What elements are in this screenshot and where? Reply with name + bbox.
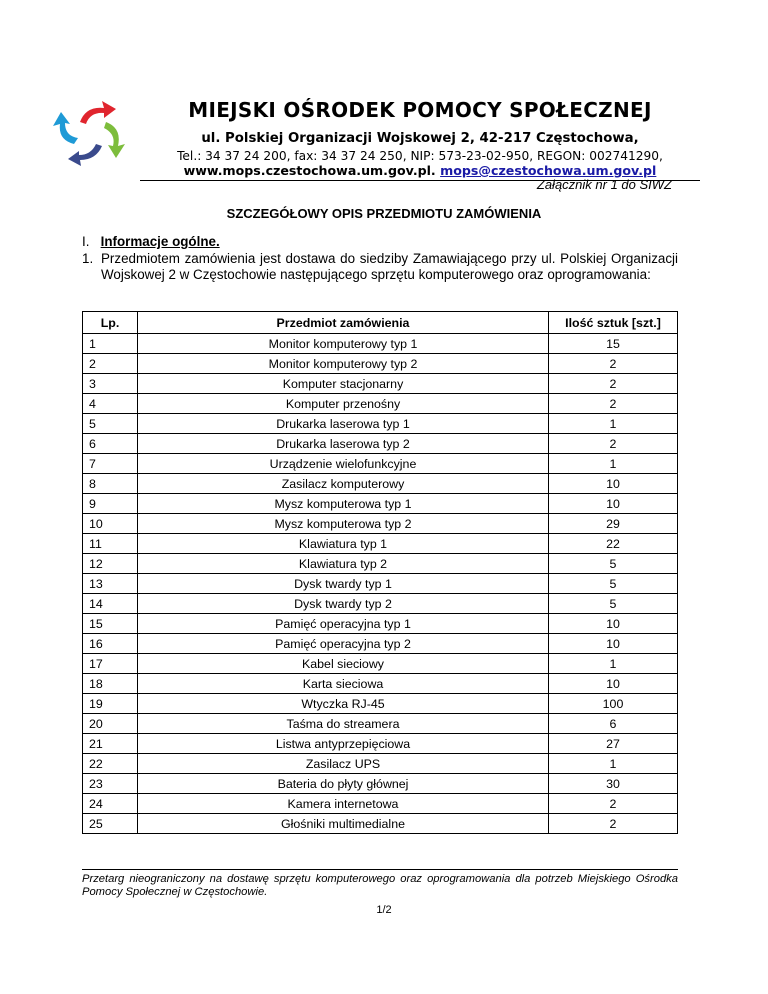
row-lp: 8	[83, 474, 138, 494]
table-row	[83, 514, 678, 534]
col-header-qty: Ilość sztuk [szt.]	[549, 312, 678, 334]
items-table	[82, 311, 678, 834]
row-lp: 17	[83, 654, 138, 674]
row-lp: 15	[83, 614, 138, 634]
row-item: Kabel sieciowy	[138, 654, 549, 674]
row-item: Klawiatura typ 1	[138, 534, 549, 554]
table-row	[83, 634, 678, 654]
website-link[interactable]: www.mops.czestochowa.um.gov.pl.	[183, 163, 436, 178]
row-item: Taśma do streamera	[138, 714, 549, 734]
logo-blue-arrow	[53, 112, 78, 144]
logo-navy-arrow	[68, 144, 102, 166]
row-lp: 12	[83, 554, 138, 574]
table-row	[83, 674, 678, 694]
intro-paragraph	[82, 251, 678, 283]
table-row	[83, 714, 678, 734]
row-qty: 2	[549, 394, 678, 414]
row-qty: 27	[549, 734, 678, 754]
institution-contact: Tel.: 34 37 24 200, fax: 34 37 24 250, NIP: 573-23-02-950, REGON: 002741290,	[177, 149, 663, 163]
paragraph-text: Przedmiotem zamówienia jest dostawa do siedziby Zamawiającego przy ul. Polskiej Organizacji Wojskowej 2 w Częstochowie następującego sprzętu komputerowego oraz oprogramowania:	[101, 251, 678, 282]
row-item: Mysz komputerowa typ 2	[138, 514, 549, 534]
row-item: Komputer przenośny	[138, 394, 549, 414]
row-item: Karta sieciowa	[138, 674, 549, 694]
row-lp: 7	[83, 454, 138, 474]
institution-address: ul. Polskiej Organizacji Wojskowej 2, 42-217 Częstochowa,	[201, 131, 639, 146]
row-item: Komputer stacjonarny	[138, 374, 549, 394]
table-row	[83, 734, 678, 754]
row-lp: 6	[83, 434, 138, 454]
institution-name: MIEJSKI OŚRODEK POMOCY SPOŁECZNEJ	[188, 98, 652, 122]
table-row	[83, 594, 678, 614]
table-row	[83, 654, 678, 674]
page-number: 1/2	[376, 904, 392, 916]
row-qty: 2	[549, 434, 678, 454]
table-row	[83, 474, 678, 494]
row-lp: 25	[83, 814, 138, 834]
table-header-row	[83, 312, 678, 334]
table-row	[83, 754, 678, 774]
table-row	[83, 534, 678, 554]
row-qty: 5	[549, 554, 678, 574]
row-lp: 16	[83, 634, 138, 654]
row-item: Drukarka laserowa typ 1	[138, 414, 549, 434]
row-item: Kamera internetowa	[138, 794, 549, 814]
annex-label: Załącznik nr 1 do SIWZ	[536, 177, 672, 192]
email-link[interactable]: mops@czestochowa.um.gov.pl	[440, 163, 657, 178]
row-qty: 30	[549, 774, 678, 794]
row-item: Listwa antyprzepięciowa	[138, 734, 549, 754]
row-qty: 10	[549, 614, 678, 634]
row-lp: 9	[83, 494, 138, 514]
row-lp: 13	[83, 574, 138, 594]
paragraph-number: 1.	[82, 251, 94, 266]
row-item: Monitor komputerowy typ 1	[138, 334, 549, 354]
row-lp: 3	[83, 374, 138, 394]
row-qty: 2	[549, 354, 678, 374]
institution-web	[140, 163, 700, 178]
footer-divider	[82, 869, 678, 870]
section-number: I.	[82, 234, 90, 249]
table-row	[83, 454, 678, 474]
table-row	[83, 574, 678, 594]
row-item: Urządzenie wielofunkcyjne	[138, 454, 549, 474]
row-item: Monitor komputerowy typ 2	[138, 354, 549, 374]
row-qty: 15	[549, 334, 678, 354]
logo-green-arrow	[104, 122, 125, 158]
row-qty: 2	[549, 794, 678, 814]
section-heading	[82, 234, 220, 249]
section-title: Informacje ogólne.	[100, 234, 220, 249]
row-qty: 10	[549, 634, 678, 654]
row-lp: 24	[83, 794, 138, 814]
mops-logo	[50, 96, 130, 168]
row-qty: 5	[549, 574, 678, 594]
row-qty: 22	[549, 534, 678, 554]
row-qty: 1	[549, 454, 678, 474]
row-qty: 5	[549, 594, 678, 614]
row-lp: 22	[83, 754, 138, 774]
table-row	[83, 614, 678, 634]
row-item: Pamięć operacyjna typ 1	[138, 614, 549, 634]
row-item: Klawiatura typ 2	[138, 554, 549, 574]
table-row	[83, 414, 678, 434]
table-row	[83, 394, 678, 414]
row-lp: 2	[83, 354, 138, 374]
row-lp: 19	[83, 694, 138, 714]
col-header-item: Przedmiot zamówienia	[138, 312, 549, 334]
table-row	[83, 374, 678, 394]
row-lp: 11	[83, 534, 138, 554]
table-row	[83, 554, 678, 574]
row-qty: 29	[549, 514, 678, 534]
row-qty: 10	[549, 494, 678, 514]
col-header-lp: Lp.	[83, 312, 138, 334]
document-title: SZCZEGÓŁOWY OPIS PRZEDMIOTU ZAMÓWIENIA	[226, 206, 542, 221]
row-item: Dysk twardy typ 2	[138, 594, 549, 614]
row-lp: 20	[83, 714, 138, 734]
row-qty: 10	[549, 674, 678, 694]
row-qty: 1	[549, 754, 678, 774]
row-lp: 4	[83, 394, 138, 414]
row-lp: 18	[83, 674, 138, 694]
row-qty: 1	[549, 414, 678, 434]
row-item: Wtyczka RJ-45	[138, 694, 549, 714]
table-row	[83, 434, 678, 454]
logo-red-arrow	[80, 101, 116, 124]
row-qty: 100	[549, 694, 678, 714]
table-row	[83, 694, 678, 714]
row-item: Głośniki multimedialne	[138, 814, 549, 834]
row-qty: 10	[549, 474, 678, 494]
row-item: Zasilacz UPS	[138, 754, 549, 774]
row-item: Zasilacz komputerowy	[138, 474, 549, 494]
row-lp: 10	[83, 514, 138, 534]
row-lp: 23	[83, 774, 138, 794]
row-item: Dysk twardy typ 1	[138, 574, 549, 594]
row-item: Bateria do płyty głównej	[138, 774, 549, 794]
row-qty: 2	[549, 814, 678, 834]
row-lp: 1	[83, 334, 138, 354]
table-row	[83, 334, 678, 354]
table-row	[83, 494, 678, 514]
row-lp: 14	[83, 594, 138, 614]
row-lp: 21	[83, 734, 138, 754]
row-item: Mysz komputerowa typ 1	[138, 494, 549, 514]
row-item: Pamięć operacyjna typ 2	[138, 634, 549, 654]
table-row	[83, 354, 678, 374]
table-row	[83, 814, 678, 834]
row-qty: 1	[549, 654, 678, 674]
row-qty: 6	[549, 714, 678, 734]
table-row	[83, 774, 678, 794]
row-lp: 5	[83, 414, 138, 434]
table-row	[83, 794, 678, 814]
row-qty: 2	[549, 374, 678, 394]
footer-note: Przetarg nieograniczony na dostawę sprzętu komputerowego oraz oprogramowania dla potrzeb Miejskiego Ośrodka Pomocy Społecznej w Częstochowie.	[82, 873, 678, 898]
row-item: Drukarka laserowa typ 2	[138, 434, 549, 454]
